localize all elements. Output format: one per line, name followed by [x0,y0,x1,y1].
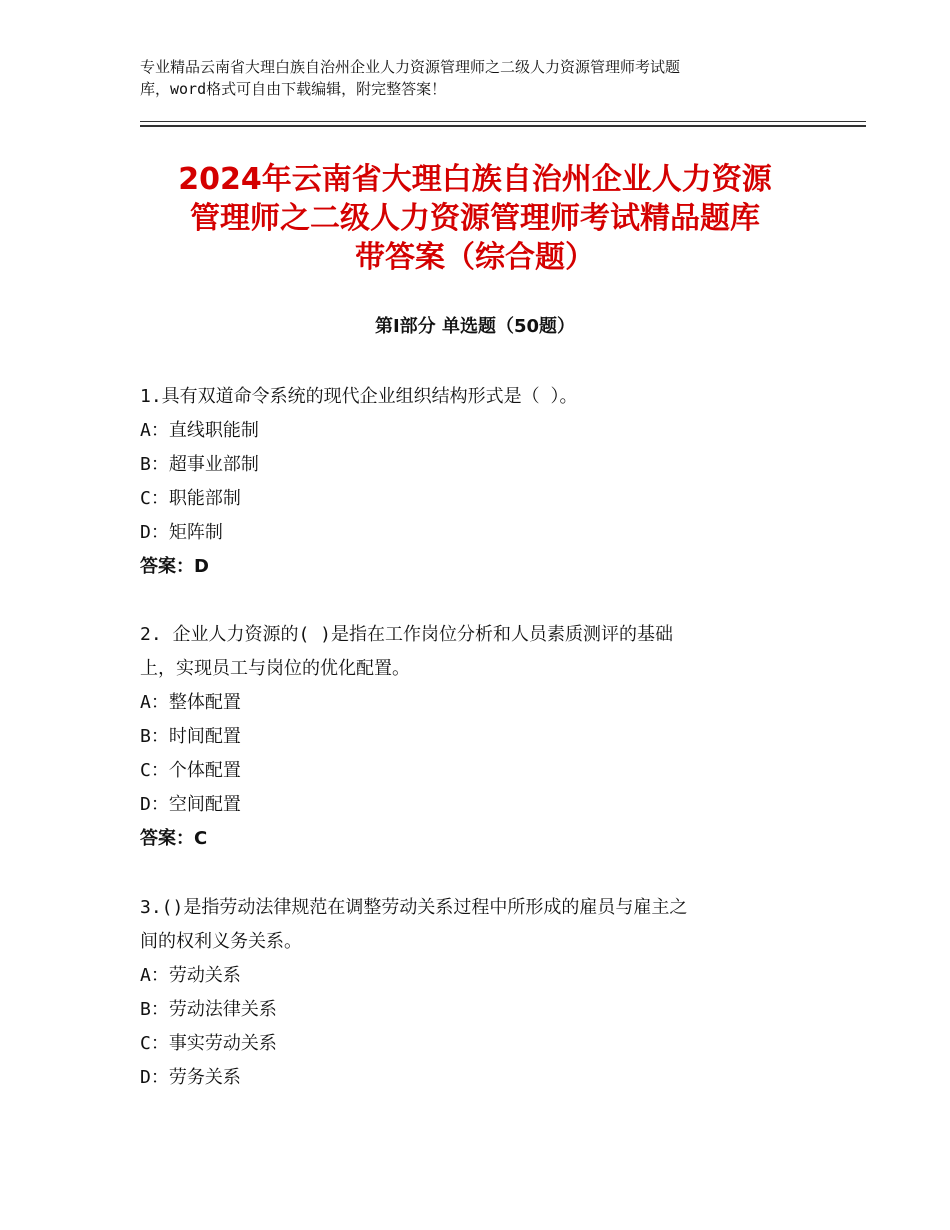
title-line: 管理师之二级人力资源管理师考试精品题库 [190,201,760,236]
header-note-line: 专业精品云南省大理白族自治州企业人力资源管理师之二级人力资源管理师考试题 [140,58,681,76]
document-title [120,160,830,277]
option-a: A：劳动关系 [140,965,241,986]
header-divider [140,125,866,127]
title-line: 带答案（综合题） [355,240,595,275]
option-b: B：超事业部制 [140,454,259,475]
question-stem: 2. 企业人力资源的( )是指在工作岗位分析和人员素质测评的基础 [140,624,674,645]
question-3 [140,891,820,1095]
section-heading: 第Ⅰ部分 单选题（50题） [374,316,575,337]
question-stem: 1.具有双道命令系统的现代企业组织结构形式是（ ）。 [140,386,578,407]
option-b: B：劳动法律关系 [140,999,277,1020]
question-stem: 间的权利义务关系。 [140,931,302,952]
option-a: A：直线职能制 [140,420,259,441]
option-c: C：事实劳动关系 [140,1033,277,1054]
option-d: D：矩阵制 [140,522,223,543]
option-a: A：整体配置 [140,692,241,713]
question-stem: 3.()是指劳动法律规范在调整劳动关系过程中所形成的雇员与雇主之 [140,897,688,918]
option-d: D：劳务关系 [140,1067,241,1088]
header-note [140,56,830,100]
option-b: B：时间配置 [140,726,241,747]
option-d: D：空间配置 [140,794,241,815]
header-note-line: 库，word格式可自由下载编辑，附完整答案！ [140,80,447,98]
option-c: C：职能部制 [140,488,241,509]
question-stem: 上，实现员工与岗位的优化配置。 [140,658,410,679]
question-1 [140,380,820,584]
header-divider [140,121,866,122]
question-2 [140,618,820,856]
title-line: 2024年云南省大理白族自治州企业人力资源 [178,162,772,197]
option-c: C：个体配置 [140,760,241,781]
answer: 答案：D [140,556,209,577]
answer: 答案：C [140,828,208,849]
